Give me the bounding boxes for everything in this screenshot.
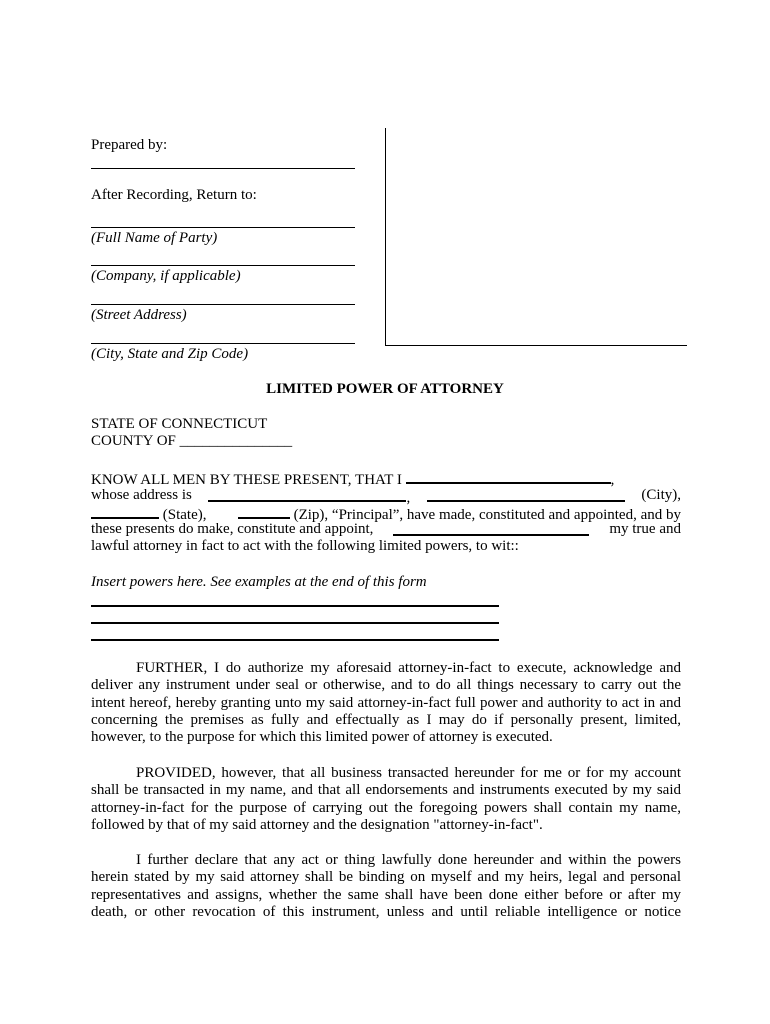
know-line-1: [91, 469, 614, 489]
city-blank[interactable]: [427, 487, 625, 502]
state-label: (State),: [162, 507, 207, 523]
prepared-by-line[interactable]: [91, 168, 355, 169]
know-line-1-comma: ,: [610, 472, 615, 488]
full-name-label: (Full Name of Party): [91, 230, 218, 246]
document-title: LIMITED POWER OF ATTORNEY: [266, 381, 504, 397]
true-and-text: my true and: [609, 521, 681, 537]
city-state-zip-label: (City, State and Zip Code): [91, 346, 249, 362]
street-label: (Street Address): [91, 307, 187, 323]
full-name-line[interactable]: [91, 227, 355, 228]
provided-paragraph: PROVIDED, however, that all business transacted hereunder for me or for my account shall be transacted in my name, and that all endorsements and instruments executed by my said attorney-in-fact for the purpose of carrying out the foregoing powers shall contain my name, followed by that of my said attorney and the designation "attorney-in-fact".: [91, 765, 681, 833]
know-line-1-text: KNOW ALL MEN BY THESE PRESENT, THAT I: [91, 472, 402, 488]
address-blank[interactable]: [208, 487, 406, 502]
recording-box-bottom-border: [385, 345, 687, 346]
after-recording-label: After Recording, Return to:: [91, 187, 257, 203]
appoint-text: these presents do make, constitute and appoint,: [91, 521, 374, 537]
address-comma: ,: [406, 490, 411, 506]
attorney-name-blank[interactable]: [393, 521, 589, 536]
recording-box-left-border: [385, 128, 386, 345]
declare-paragraph: I further declare that any act or thing lawfully done hereunder and within the powers herein stated by my said attorney shall be binding on myself and my heirs, legal and personal representatives and assigns, whether the same shall have been done either before or after my death, or other revocation of this instrument, unless and until reliable intelligence or notice: [91, 852, 681, 920]
city-label: (City),: [641, 487, 681, 503]
company-line[interactable]: [91, 265, 355, 266]
zip-blank[interactable]: [238, 504, 290, 519]
further-paragraph: FURTHER, I do authorize my aforesaid attorney-in-fact to execute, acknowledge and deliver any instrument under seal or otherwise, and to do all things necessary to carry out the intent hereof, hereby granting unto my said attorney-in-fact full power and authority to act in and concerning the premises as fully and effectually as I may do if personally present, limited, however, to the purpose for which this limited power of attorney is executed.: [91, 660, 681, 746]
city-state-zip-line[interactable]: [91, 343, 355, 344]
powers-line-3[interactable]: [91, 639, 499, 641]
county-line[interactable]: COUNTY OF _______________: [91, 433, 293, 449]
powers-line-1[interactable]: [91, 605, 499, 607]
street-line[interactable]: [91, 304, 355, 305]
state-blank[interactable]: [91, 504, 159, 519]
prepared-by-label: Prepared by:: [91, 137, 168, 153]
powers-line-2[interactable]: [91, 622, 499, 624]
company-label: (Company, if applicable): [91, 268, 241, 284]
address-label: whose address is: [91, 487, 192, 503]
insert-powers-instruction: Insert powers here. See examples at the end of this form: [91, 574, 427, 590]
state-line: STATE OF CONNECTICUT: [91, 416, 268, 432]
zip-principal-text: (Zip), “Principal”, have made, constituted and appointed, and by: [293, 507, 681, 523]
know-line-4: [91, 521, 681, 538]
principal-name-blank[interactable]: [406, 469, 611, 484]
know-line-5: lawful attorney in fact to act with the following limited powers, to wit::: [91, 538, 519, 554]
